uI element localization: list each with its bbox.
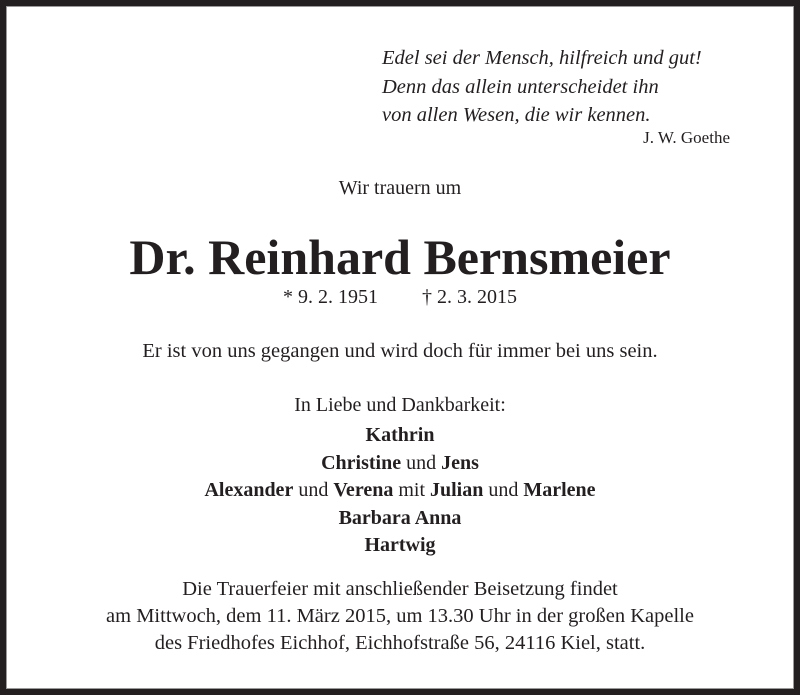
- conjunction: mit: [393, 479, 430, 501]
- quote-line-3: von allen Wesen, die wir kennen.: [382, 104, 651, 126]
- family-line-2: [6, 450, 794, 478]
- quote-author: J. W. Goethe: [643, 128, 730, 147]
- family-list: [6, 422, 794, 560]
- obituary-card: [6, 6, 794, 689]
- conjunction: und: [401, 451, 442, 474]
- motto-text: Er ist von uns gegangen und wird doch für immer bei uns sein.: [142, 340, 658, 362]
- family-line-4: [6, 505, 794, 533]
- life-dates: [6, 286, 794, 309]
- family-line-3: [6, 477, 794, 505]
- family-line-5: [6, 532, 794, 560]
- quote-line-2: Denn das allein unterscheidet ihn: [382, 75, 659, 98]
- deceased-name: Dr. Reinhard Bernsmeier: [129, 229, 671, 285]
- family-member: Christine: [321, 451, 402, 474]
- conjunction: und: [293, 479, 334, 501]
- family-member: Hartwig: [364, 534, 436, 556]
- death-date: † 2. 3. 2015: [422, 286, 517, 308]
- intro-text: Wir trauern um: [338, 177, 462, 199]
- family-member: Alexander: [204, 479, 294, 501]
- family-member: Marlene: [523, 479, 596, 501]
- conjunction: und: [483, 479, 524, 501]
- family-member: Julian: [430, 479, 484, 501]
- ceremony-line-1: Die Trauerfeier mit anschließender Beisetzung findet: [182, 578, 618, 600]
- goethe-quote: [382, 44, 702, 130]
- family-member: Jens: [441, 451, 479, 474]
- ceremony-info: [6, 576, 794, 657]
- family-member: Barbara Anna: [338, 506, 462, 529]
- thanks-label: In Liebe und Dankbarkeit:: [294, 394, 506, 416]
- family-member: Verena: [333, 479, 394, 501]
- birth-date: * 9. 2. 1951: [283, 286, 378, 308]
- ceremony-line-2: am Mittwoch, dem 11. März 2015, um 13.30 Uhr in der großen Kapelle: [106, 605, 694, 627]
- ceremony-line-3: des Friedhofes Eichhof, Eichhofstraße 56, 24116 Kiel, statt.: [154, 632, 646, 654]
- family-member: Kathrin: [365, 424, 435, 446]
- family-line-1: [6, 422, 794, 450]
- quote-line-1: Edel sei der Mensch, hilfreich und gut!: [382, 47, 702, 69]
